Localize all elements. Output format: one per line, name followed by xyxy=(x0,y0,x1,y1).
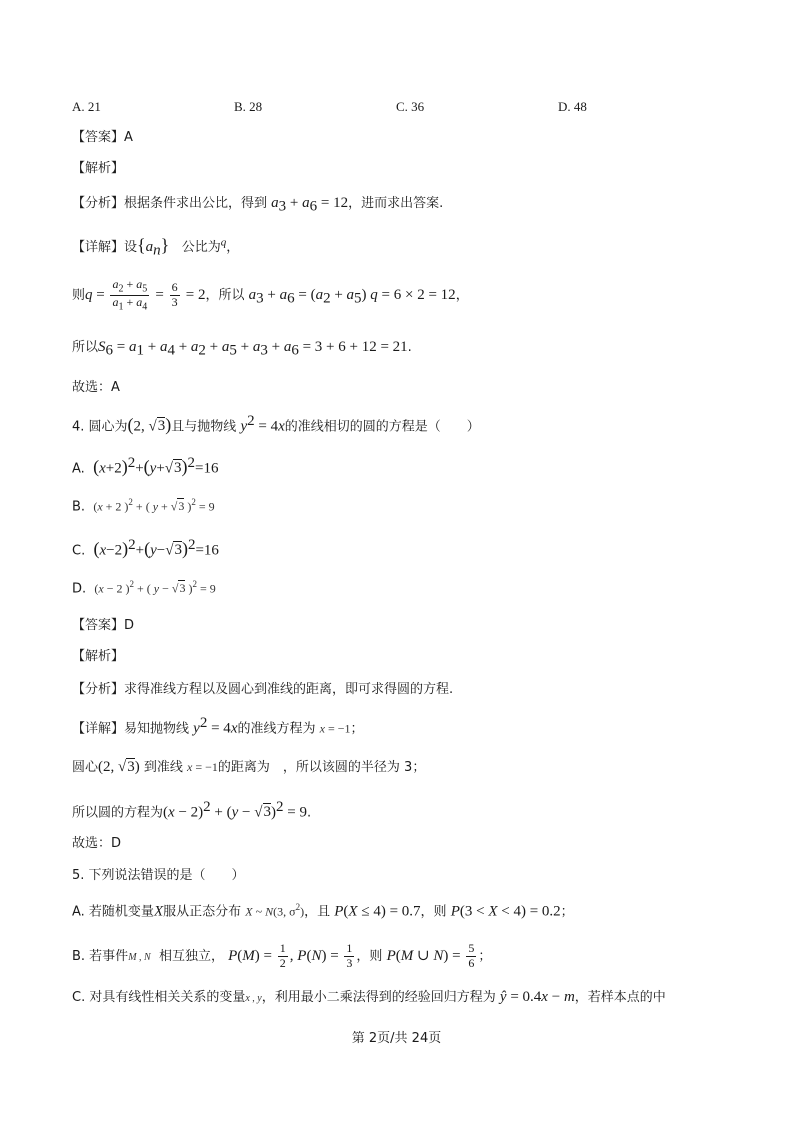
q4-choose: 故选：D xyxy=(72,836,122,851)
q3-choose: 故选：A xyxy=(72,380,120,395)
q4-detail: 【详解】易知抛物线 $y^2 = 4x$的准线方程为 x = −1； xyxy=(72,715,364,737)
option-a-q3: A. 21 xyxy=(72,99,101,114)
q4-option-d: D. (x − 2 )$^2$ + ( y − √3 )$^2$ = 9 xyxy=(72,579,216,597)
q3-detail-set: 【详解】设$\{a_n\}$ 公比为$^q$， xyxy=(72,235,240,259)
q4-option-c: C. $(x-2)^2+(y-√3)^2=16$ xyxy=(72,537,219,559)
option-d-q3: D. 48 xyxy=(558,99,587,114)
q5-option-a: A. 若随机变量X服从正态分布 X ~ N(3, $\sigma^2$)，且 P(X ≤ 4) = 0.7，则 P(3 < X < 4) = 0.2； xyxy=(72,902,574,920)
option-b-q3: B. 28 xyxy=(234,99,263,114)
q4-answer: 【答案】D xyxy=(72,618,135,633)
q3-answer: 【答案】A xyxy=(72,130,133,145)
q4-analysis: 【分析】求得准线方程以及圆心到准线的距离，即可求得圆的方程. xyxy=(72,682,454,697)
q3-analysis: 【分析】根据条件求出公比，得到 $a_3 + a_6 = 12$，进而求出答案. xyxy=(72,195,444,215)
q5-stem: 5. 下列说法错误的是（ ） xyxy=(72,868,245,883)
q4-stem: 4. 圆心为(2, √3)且与抛物线 $y^2 = 4x$的准线相切的圆的方程是（ ） xyxy=(72,413,480,435)
option-c-q3: C. 36 xyxy=(396,99,425,114)
q4-option-a: A. $(x+2)^2+(y+√3)^2=16$ xyxy=(72,455,219,477)
q3-detail-sum: 所以$S_6 = a_1 + a_4 + a_2 + a_5 + a_3 + a_6 = 3 + 6 + 12 = 21$. xyxy=(72,339,412,359)
q4-solution-heading: 【解析】 xyxy=(72,649,125,664)
q4-option-b: B. (x + 2 )$^2$ + ( y + √3 )$^2$ = 9 xyxy=(72,497,215,515)
q4-center-distance: 圆心(2, √3) 到准线 x = −1的距离为 ，所以该圆的半径为 3； xyxy=(72,759,426,775)
q4-final-equation: 所以圆的方程为$(x - 2)^2 + (y - √3)^2 = 9$. xyxy=(72,799,312,821)
q3-detail-ratio: 则q = $\frac{a_2 + a_5}{a_1 + a_4}$ = $\frac{6}{3}$ = 2，所以 $a_3 + a_6 = (a_2 + a_5) q = 6 \times 2 = 12$， xyxy=(72,277,469,313)
q3-solution-heading: 【解析】 xyxy=(72,161,125,176)
q5-option-b: B. 若事件M , N 相互独立， P(M) = $\frac{1}{2}$ , P(N) = $\frac{1}{3}$ ，则 P(M ∪ N) = $\frac{5}{6}$ ； xyxy=(72,941,492,970)
q5-option-c: C. 对具有线性相关关系的变量x , y，利用最小二乘法得到的经验回归方程为 ŷ = 0.4x − m，若样本点的中 xyxy=(72,989,666,1005)
page-footer: 第 2页/共 24页 xyxy=(351,1031,442,1046)
